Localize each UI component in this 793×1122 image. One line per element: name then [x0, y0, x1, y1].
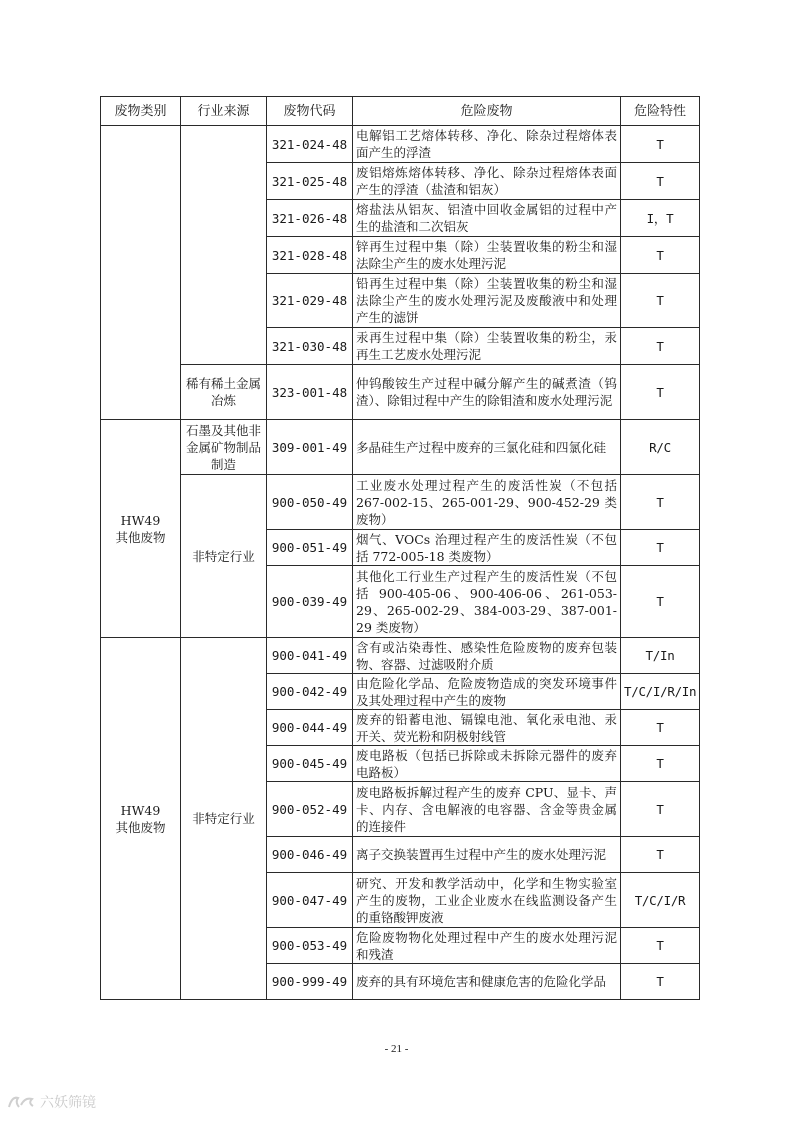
watermark: [6, 1092, 96, 1112]
source-cell-empty: [181, 126, 267, 365]
header-waste-category: 废物类别: [101, 97, 181, 126]
waste-code: 900-047-49: [267, 873, 353, 928]
industry-source: 石墨及其他非金属矿物制品制造: [181, 420, 267, 475]
waste-description: 含有或沾染毒性、感染性危险废物的废弃包装物、容器、过滤吸附介质: [353, 638, 621, 674]
waste-description: 研究、开发和教学活动中，化学和生物实验室产生的废物，工业企业废水在线监测设备产生的重铬酸钾废液: [353, 873, 621, 928]
waste-description: 仲钨酸铵生产过程中碱分解产生的碱煮渣（钨渣）、除钼过程中产生的除钼渣和废水处理污泥: [353, 365, 621, 420]
table-header-row: [101, 97, 700, 126]
page-number: - 21 -: [384, 1043, 409, 1055]
waste-code: 900-051-49: [267, 530, 353, 566]
waste-code: 309-001-49: [267, 420, 353, 475]
waste-description: 危险废物物化处理过程中产生的废水处理污泥和残渣: [353, 928, 621, 964]
header-industry-source: 行业来源: [181, 97, 267, 126]
waste-code: 321-026-48: [267, 200, 353, 237]
waste-code: 321-024-48: [267, 126, 353, 163]
hazard-property: T: [621, 782, 700, 837]
industry-source: 稀有稀土金属冶炼: [181, 365, 267, 420]
hazard-property: T/C/I/R: [621, 873, 700, 928]
waste-description: 废电路板拆解过程产生的废弃 CPU、显卡、声卡、内存、含电解液的电容器、含金等贵金属的连接件: [353, 782, 621, 837]
waste-code: 900-045-49: [267, 746, 353, 782]
table-row: [101, 475, 700, 530]
waste-code: 900-041-49: [267, 638, 353, 674]
industry-source: 非特定行业: [181, 475, 267, 638]
hazard-property: T: [621, 274, 700, 328]
table-row: [101, 638, 700, 674]
waste-description: 铅再生过程中集（除）尘装置收集的粉尘和湿法除尘产生的废水处理污泥及废酸液中和处理产生的滤饼: [353, 274, 621, 328]
hazard-property: I，T: [621, 200, 700, 237]
hazard-property: T: [621, 530, 700, 566]
category-cell-empty: [101, 126, 181, 420]
waste-code: 321-028-48: [267, 237, 353, 274]
hazard-property: R/C: [621, 420, 700, 475]
waste-description: 离子交换装置再生过程中产生的废水处理污泥: [353, 837, 621, 873]
waste-category: HW49 其他废物: [101, 420, 181, 638]
waste-code: 321-029-48: [267, 274, 353, 328]
waste-code: 321-030-48: [267, 328, 353, 365]
hazard-property: T: [621, 964, 700, 1000]
hazard-property: T: [621, 163, 700, 200]
hazard-property: T: [621, 746, 700, 782]
header-waste-code: 废物代码: [267, 97, 353, 126]
waste-code: 900-050-49: [267, 475, 353, 530]
hazard-property: T: [621, 710, 700, 746]
industry-source: 非特定行业: [181, 638, 267, 1000]
waste-description: 多晶硅生产过程中废弃的三氯化硅和四氯化硅: [353, 420, 621, 475]
hazard-property: T: [621, 126, 700, 163]
waste-description: 废弃的铅蓄电池、镉镍电池、氧化汞电池、汞开关、荧光粉和阴极射线管: [353, 710, 621, 746]
waste-description: 锌再生过程中集（除）尘装置收集的粉尘和湿法除尘产生的废水处理污泥: [353, 237, 621, 274]
hazard-property: T: [621, 365, 700, 420]
waste-description: 熔盐法从铝灰、铝渣中回收金属铝的过程中产生的盐渣和二次铝灰: [353, 200, 621, 237]
hazard-property: T: [621, 475, 700, 530]
waste-description: 废铝熔炼熔体转移、净化、除杂过程熔体表面产生的浮渣（盐渣和铝灰）: [353, 163, 621, 200]
hazard-property: T/C/I/R/In: [621, 674, 700, 710]
waste-code: 900-039-49: [267, 566, 353, 638]
waste-description: 烟气、VOCs 治理过程产生的废活性炭（不包括 772-005-18 类废物）: [353, 530, 621, 566]
waste-code: 900-052-49: [267, 782, 353, 837]
waste-code: 900-046-49: [267, 837, 353, 873]
waste-description: 废电路板（包括已拆除或未拆除元器件的废弃电路板）: [353, 746, 621, 782]
header-hazard-property: 危险特性: [621, 97, 700, 126]
hazard-property: T: [621, 237, 700, 274]
waste-description: 由危险化学品、危险废物造成的突发环境事件及其处理过程中产生的废物: [353, 674, 621, 710]
waste-category: HW49 其他废物: [101, 638, 181, 1000]
table-row: [101, 365, 700, 420]
header-hazardous-waste: 危险废物: [353, 97, 621, 126]
waste-code: 900-999-49: [267, 964, 353, 1000]
table-row: [101, 126, 700, 163]
waste-code: 321-025-48: [267, 163, 353, 200]
hazard-property: T/In: [621, 638, 700, 674]
watermark-logo-icon: [6, 1093, 36, 1111]
hazard-property: T: [621, 328, 700, 365]
hazard-property: T: [621, 566, 700, 638]
waste-description: 电解铝工艺熔体转移、净化、除杂过程熔体表面产生的浮渣: [353, 126, 621, 163]
waste-code: 900-042-49: [267, 674, 353, 710]
watermark-text: 六妖筛镜: [40, 1095, 96, 1111]
hazard-property: T: [621, 837, 700, 873]
waste-description: 汞再生过程中集（除）尘装置收集的粉尘，汞再生工艺废水处理污泥: [353, 328, 621, 365]
waste-code: 900-044-49: [267, 710, 353, 746]
table-row: [101, 420, 700, 475]
waste-description: 其他化工行业生产过程产生的废活性炭（不包括 900-405-06、900-406-06、261-053-29、265-002-29、384-003-29、387-001-29 类废物）: [353, 566, 621, 638]
waste-code: 323-001-48: [267, 365, 353, 420]
hazard-property: T: [621, 928, 700, 964]
hazardous-waste-table: [100, 96, 700, 1000]
waste-code: 900-053-49: [267, 928, 353, 964]
waste-description: 废弃的具有环境危害和健康危害的危险化学品: [353, 964, 621, 1000]
waste-description: 工业废水处理过程产生的废活性炭（不包括267-002-15、265-001-29、900-452-29 类废物）: [353, 475, 621, 530]
